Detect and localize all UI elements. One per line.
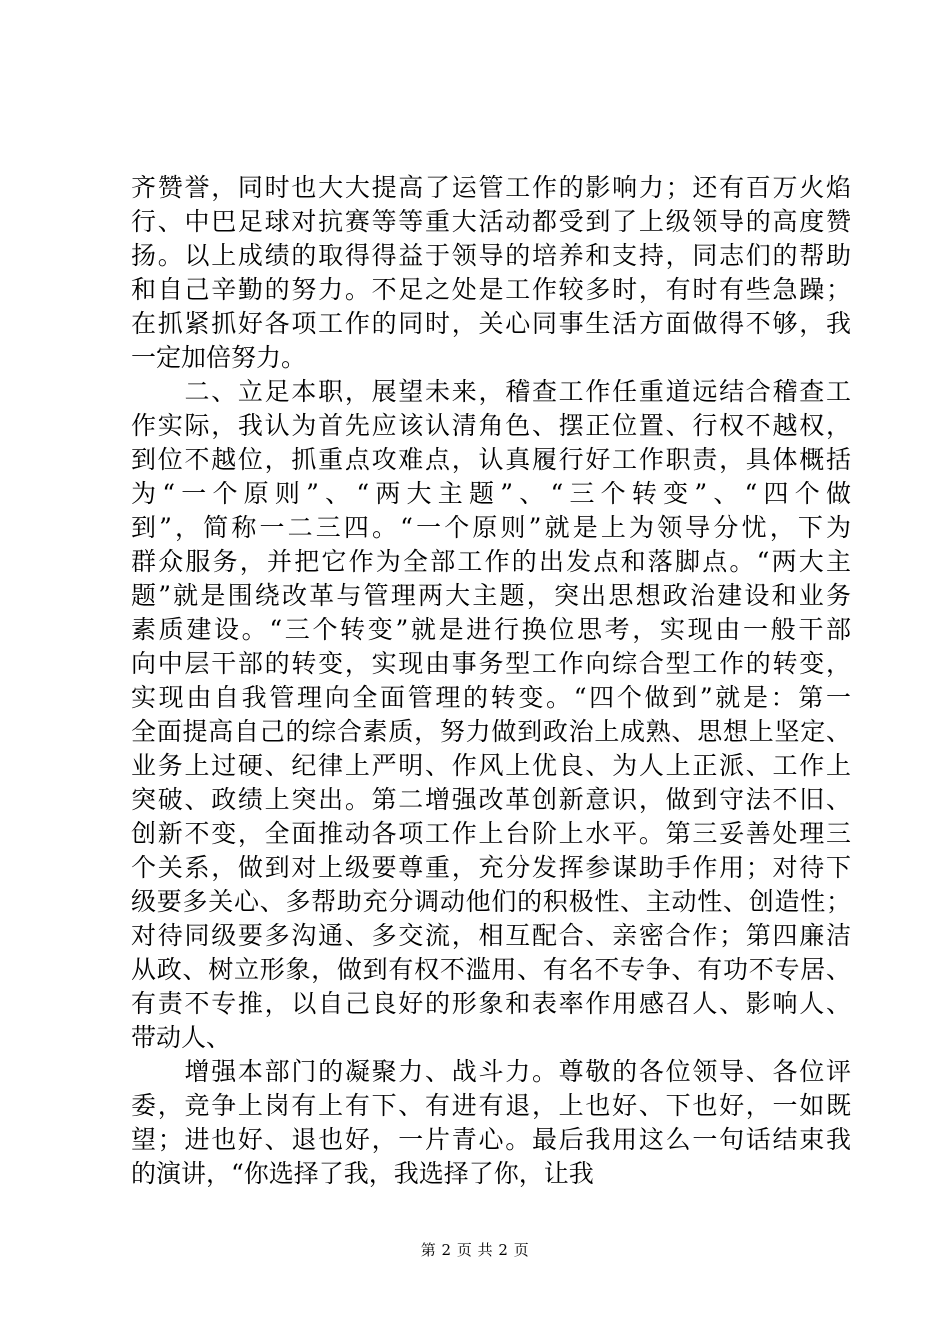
text-line: 向中层干部的转变，实现由事务型工作向综合型工作的转变， [131,649,851,678]
text-line: 的演讲，“你选择了我，我选择了你，让我 [131,1159,594,1188]
text-line: 实现由自我管理向全面管理的转变。“四个做到”就是：第一 [131,683,851,712]
text-line: 行、中巴足球对抗赛等等重大活动都受到了上级领导的高度赞 [131,207,851,236]
text-line: 到”，简称一二三四。“一个原则”就是上为领导分忧，下为 [131,513,851,542]
body-text [131,171,851,1191]
page-footer: 第 2 页 共 2 页 [420,1241,530,1259]
text-line: 对待同级要多沟通、多交流，相互配合、亲密合作；第四廉洁 [131,921,851,950]
text-line: 一定加倍努力。 [131,343,307,372]
text-line: 在抓紧抓好各项工作的同时，关心同事生活方面做得不够，我 [131,309,851,338]
text-line: 创新不变，全面推动各项工作上台阶上水平。第三妥善处理三 [131,819,851,848]
text-line: 有责不专推，以自己良好的形象和表率作用感召人、影响人、 [131,989,851,1018]
text-line: 从政、树立形象，做到有权不滥用、有名不专争、有功不专居、 [131,955,851,984]
text-line: 二、立足本职，展望未来，稽查工作任重道远结合稽查工 [131,377,851,406]
text-line: 扬。以上成绩的取得得益于领导的培养和支持，同志们的帮助 [131,241,851,270]
text-line: 委，竞争上岗有上有下、有进有退，上也好、下也好，一如既 [131,1091,851,1120]
text-line: 作实际，我认为首先应该认清角色、摆正位置、行权不越权， [131,411,851,440]
text-line: 增强本部门的凝聚力、战斗力。尊敬的各位领导、各位评 [131,1057,851,1086]
text-line: 业务上过硬、纪律上严明、作风上优良、为人上正派、工作上 [131,751,851,780]
text-line: 带动人、 [131,1023,232,1052]
text-line: 素质建设。“三个转变”就是进行换位思考，实现由一般干部 [131,615,851,644]
text-line: 个关系，做到对上级要尊重，充分发挥参谋助手作用；对待下 [131,853,851,882]
text-line: 到位不越位，抓重点攻难点，认真履行好工作职责，具体概括 [131,445,851,474]
text-line: 级要多关心、多帮助充分调动他们的积极性、主动性、创造性； [131,887,851,916]
text-line: 望；进也好、退也好，一片青心。最后我用这么一句话结束我 [131,1125,851,1154]
text-line: 为“一个原则”、“两大主题”、“三个转变”、“四个做 [131,479,851,508]
text-line: 齐赞誉，同时也大大提高了运管工作的影响力；还有百万火焰 [131,173,851,202]
text-line: 群众服务，并把它作为全部工作的出发点和落脚点。“两大主 [131,547,851,576]
text-line: 突破、政绩上突出。第二增强改革创新意识，做到守法不旧、 [131,785,851,814]
text-line: 全面提高自己的综合素质，努力做到政治上成熟、思想上坚定、 [131,717,851,746]
text-line: 题”就是围绕改革与管理两大主题，突出思想政治建设和业务 [131,581,851,610]
text-line: 和自己辛勤的努力。不足之处是工作较多时，有时有些急躁； [131,275,851,304]
